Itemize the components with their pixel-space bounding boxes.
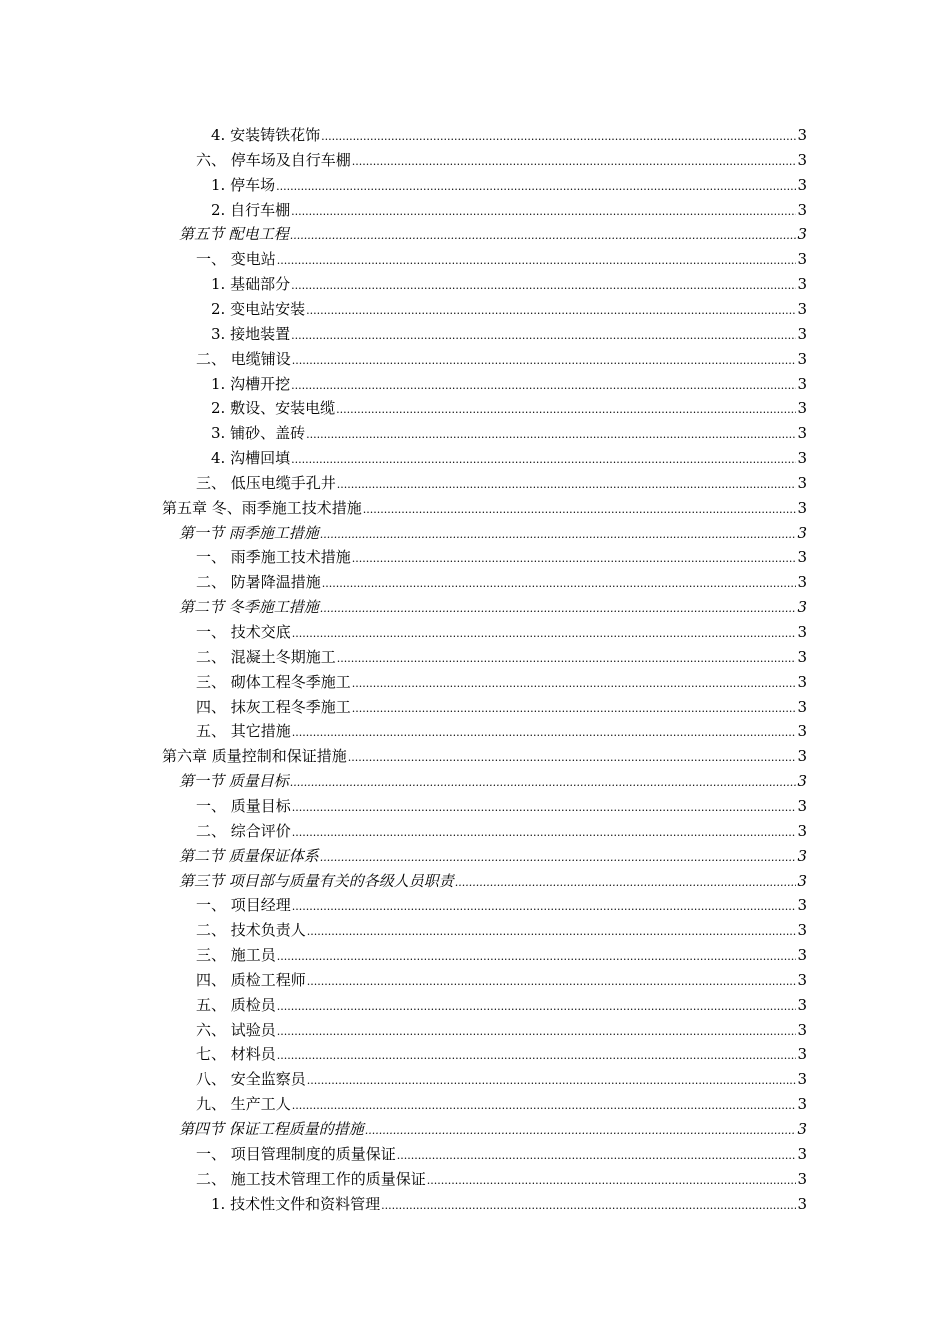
dot-leader — [277, 1020, 797, 1044]
toc-page-number: 3 — [797, 374, 807, 393]
toc-page-number: 3 — [797, 424, 807, 443]
toc-entry-label: 1. 沟槽开挖 — [211, 374, 291, 393]
toc-entry[interactable] — [196, 695, 807, 719]
toc-entry[interactable] — [179, 222, 807, 246]
dot-leader — [292, 622, 797, 646]
toc-entry[interactable] — [196, 645, 807, 669]
toc-page-number: 3 — [797, 200, 807, 219]
toc-entry[interactable] — [196, 1042, 807, 1066]
toc-entry[interactable] — [196, 794, 807, 818]
toc-entry[interactable] — [196, 1167, 807, 1191]
toc-entry[interactable] — [179, 869, 807, 893]
toc-entry[interactable] — [211, 198, 807, 222]
toc-page-number: 3 — [797, 548, 807, 567]
dot-leader — [292, 721, 797, 745]
toc-page-number: 3 — [797, 846, 807, 865]
toc-page-number: 3 — [797, 498, 807, 517]
dot-leader — [352, 672, 797, 696]
toc-page-number: 3 — [797, 225, 807, 244]
toc-entry-label: 第五节 配电工程 — [179, 225, 289, 244]
dot-leader — [276, 175, 796, 199]
toc-entry-label: 五、 质检员 — [196, 995, 276, 1014]
dot-leader — [306, 299, 796, 323]
toc-entry[interactable] — [179, 769, 807, 793]
toc-entry-label: 1. 停车场 — [211, 175, 276, 194]
dot-leader — [352, 150, 797, 174]
toc-entry[interactable] — [196, 545, 807, 569]
toc-entry-label: 第四节 保证工程质量的措施 — [179, 1120, 364, 1138]
toc-entry[interactable] — [196, 918, 807, 942]
dot-leader — [363, 498, 797, 522]
dot-leader — [291, 448, 796, 472]
dot-leader — [321, 125, 796, 149]
dot-leader — [427, 1169, 797, 1193]
toc-entry-label: 三、 施工员 — [196, 946, 276, 965]
toc-page-number: 3 — [797, 821, 807, 840]
toc-entry[interactable] — [211, 421, 807, 445]
toc-entry-label: 七、 材料员 — [196, 1045, 276, 1064]
toc-entry-label: 第六章 质量控制和保证措施 — [162, 747, 347, 766]
toc-page-number: 3 — [797, 473, 807, 492]
toc-page-number: 3 — [797, 921, 807, 940]
toc-entry[interactable] — [196, 1067, 807, 1091]
dot-leader — [322, 572, 797, 596]
toc-entry[interactable] — [196, 1018, 807, 1042]
dot-leader — [277, 945, 797, 969]
toc-entry[interactable] — [179, 595, 807, 619]
toc-page-number: 3 — [797, 1194, 807, 1213]
toc-page-number: 3 — [797, 126, 807, 144]
dot-leader — [277, 1044, 797, 1068]
toc-entry-label: 4. 安装铸铁花饰 — [211, 126, 321, 144]
toc-page-number: 3 — [797, 150, 807, 169]
toc-entry-label: 第五章 冬、雨季施工技术措施 — [162, 498, 362, 517]
toc-page-number: 3 — [797, 523, 807, 542]
dot-leader — [290, 224, 797, 248]
toc-entry[interactable] — [179, 1117, 807, 1141]
toc-entry[interactable] — [211, 173, 807, 197]
dot-leader — [292, 895, 797, 919]
toc-entry[interactable] — [196, 968, 807, 992]
toc-entry-label: 四、 质检工程师 — [196, 970, 306, 989]
toc-page-number: 3 — [797, 1144, 807, 1163]
toc-page-number: 3 — [797, 946, 807, 965]
toc-page-number: 3 — [797, 871, 807, 890]
toc-entry-label: 第三节 项目部与质量有关的各级人员职责 — [179, 871, 454, 890]
toc-entry-label: 二、 防暑降温措施 — [196, 573, 321, 592]
toc-entry[interactable] — [196, 1142, 807, 1166]
dot-leader — [397, 1144, 797, 1168]
dot-leader — [381, 1194, 796, 1218]
toc-page-number: 3 — [797, 896, 807, 915]
toc-page-number: 3 — [797, 970, 807, 989]
toc-entry-label: 3. 接地装置 — [211, 324, 291, 343]
toc-page-number: 3 — [797, 772, 807, 791]
dot-leader — [277, 995, 797, 1019]
toc-entry[interactable] — [196, 943, 807, 967]
toc-page-number: 3 — [797, 1120, 807, 1138]
toc-page-number: 3 — [797, 1169, 807, 1188]
toc-entry-label: 六、 试验员 — [196, 1020, 276, 1039]
toc-entry[interactable] — [211, 297, 807, 321]
toc-entry[interactable] — [179, 521, 807, 545]
toc-entry-label: 第二节 冬季施工措施 — [179, 598, 319, 617]
toc-page-number: 3 — [797, 598, 807, 617]
toc-entry[interactable] — [196, 148, 807, 172]
toc-entry-label: 九、 生产工人 — [196, 1095, 291, 1114]
toc-entry-label: 一、 质量目标 — [196, 796, 291, 815]
dot-leader — [336, 398, 796, 422]
toc-page-number: 3 — [797, 1045, 807, 1064]
toc-entry-label: 二、 混凝土冬期施工 — [196, 647, 336, 666]
toc-entry[interactable] — [196, 471, 807, 495]
toc-page-number: 3 — [797, 623, 807, 641]
toc-entry-label: 2. 变电站安装 — [211, 299, 306, 318]
toc-page-number: 3 — [797, 573, 807, 592]
dot-leader — [292, 796, 797, 820]
toc-entry-label: 六、 停车场及自行车棚 — [196, 150, 351, 169]
toc-page-number: 3 — [797, 995, 807, 1014]
dot-leader — [352, 697, 797, 721]
dot-leader — [291, 374, 796, 398]
toc-entry-label: 二、 综合评价 — [196, 821, 291, 840]
dot-leader — [320, 846, 797, 870]
toc-entry[interactable] — [211, 446, 807, 470]
dot-leader — [291, 200, 796, 224]
toc-page-number: 3 — [797, 1095, 807, 1114]
toc-entry-label: 五、 其它措施 — [196, 722, 291, 741]
toc-entry[interactable] — [196, 819, 807, 843]
toc-entry-label: 三、 低压电缆手孔井 — [196, 473, 336, 492]
toc-page-number: 3 — [797, 672, 807, 691]
toc-entry-label: 一、 项目经理 — [196, 896, 291, 915]
toc-entry-label: 八、 安全监察员 — [196, 1070, 306, 1089]
toc-page-number: 3 — [797, 250, 807, 269]
toc-entry[interactable] — [162, 496, 807, 520]
toc-entry[interactable] — [196, 570, 807, 594]
toc-entry-label: 三、 砌体工程冬季施工 — [196, 672, 351, 691]
dot-leader — [291, 274, 796, 298]
toc-entry[interactable] — [196, 993, 807, 1017]
dot-leader — [352, 547, 797, 571]
toc-entry[interactable] — [211, 272, 807, 296]
dot-leader — [307, 1069, 797, 1093]
toc-page-number: 3 — [797, 324, 807, 343]
toc-entry[interactable] — [211, 396, 807, 420]
toc-entry-label: 3. 铺砂、盖砖 — [211, 424, 306, 443]
toc-entry[interactable] — [196, 893, 807, 917]
toc-page-number: 3 — [797, 299, 807, 318]
toc-entry-label: 第一节 雨季施工措施 — [179, 523, 319, 542]
toc-entry-label: 第二节 质量保证体系 — [179, 846, 319, 865]
toc-page-number: 3 — [797, 1070, 807, 1089]
toc-entry-label: 一、 变电站 — [196, 250, 276, 269]
dot-leader — [291, 324, 796, 348]
toc-entry[interactable] — [196, 670, 807, 694]
toc-page-number: 3 — [797, 449, 807, 468]
dot-leader — [365, 1119, 797, 1143]
toc-entry[interactable] — [179, 844, 807, 868]
toc-page-number: 3 — [797, 697, 807, 716]
toc-entry-label: 1. 技术性文件和资料管理 — [211, 1194, 381, 1213]
toc-entry-label: 四、 抹灰工程冬季施工 — [196, 697, 351, 716]
dot-leader — [307, 920, 797, 944]
toc-entry[interactable] — [196, 347, 807, 371]
dot-leader — [348, 746, 797, 770]
toc-entry-label: 二、 电缆铺设 — [196, 349, 291, 368]
toc-page-number: 3 — [797, 647, 807, 666]
dot-leader — [277, 249, 797, 273]
dot-leader — [292, 1094, 797, 1118]
dot-leader — [307, 970, 797, 994]
toc-entry-label: 一、 项目管理制度的质量保证 — [196, 1144, 396, 1163]
toc-entry[interactable] — [196, 247, 807, 271]
toc-entry[interactable] — [211, 1192, 807, 1216]
toc-page-number: 3 — [797, 175, 807, 194]
toc-page-number: 3 — [797, 796, 807, 815]
dot-leader — [320, 523, 797, 547]
dot-leader — [306, 423, 796, 447]
dot-leader — [290, 771, 797, 795]
toc-page-number: 3 — [797, 722, 807, 741]
toc-entry-label: 一、 技术交底 — [196, 623, 291, 641]
dot-leader — [292, 349, 797, 373]
dot-leader — [320, 597, 797, 621]
dot-leader — [337, 647, 797, 671]
toc-entry-label: 二、 施工技术管理工作的质量保证 — [196, 1169, 426, 1188]
toc-entry-label: 2. 自行车棚 — [211, 200, 291, 219]
toc-entry-label: 1. 基础部分 — [211, 275, 291, 294]
toc-entry-label: 4. 沟槽回填 — [211, 449, 291, 468]
dot-leader — [337, 473, 797, 497]
toc-entry[interactable] — [211, 123, 807, 147]
toc-entry-label: 2. 敷设、安装电缆 — [211, 399, 336, 418]
toc-page-number: 3 — [797, 747, 807, 766]
toc-entry[interactable] — [196, 620, 807, 644]
dot-leader — [455, 871, 797, 895]
toc-entry-label: 二、 技术负责人 — [196, 921, 306, 940]
toc-page-number: 3 — [797, 349, 807, 368]
toc-entry[interactable] — [211, 372, 807, 396]
toc-entry[interactable] — [196, 719, 807, 743]
toc-entry-label: 第一节 质量目标 — [179, 772, 289, 791]
toc-page-number: 3 — [797, 1020, 807, 1039]
toc-entry[interactable] — [211, 322, 807, 346]
toc-entry[interactable] — [162, 744, 807, 768]
dot-leader — [292, 821, 797, 845]
toc-page-number: 3 — [797, 275, 807, 294]
toc-page-number: 3 — [797, 399, 807, 418]
toc-entry[interactable] — [196, 1092, 807, 1116]
toc-entry-label: 一、 雨季施工技术措施 — [196, 548, 351, 567]
